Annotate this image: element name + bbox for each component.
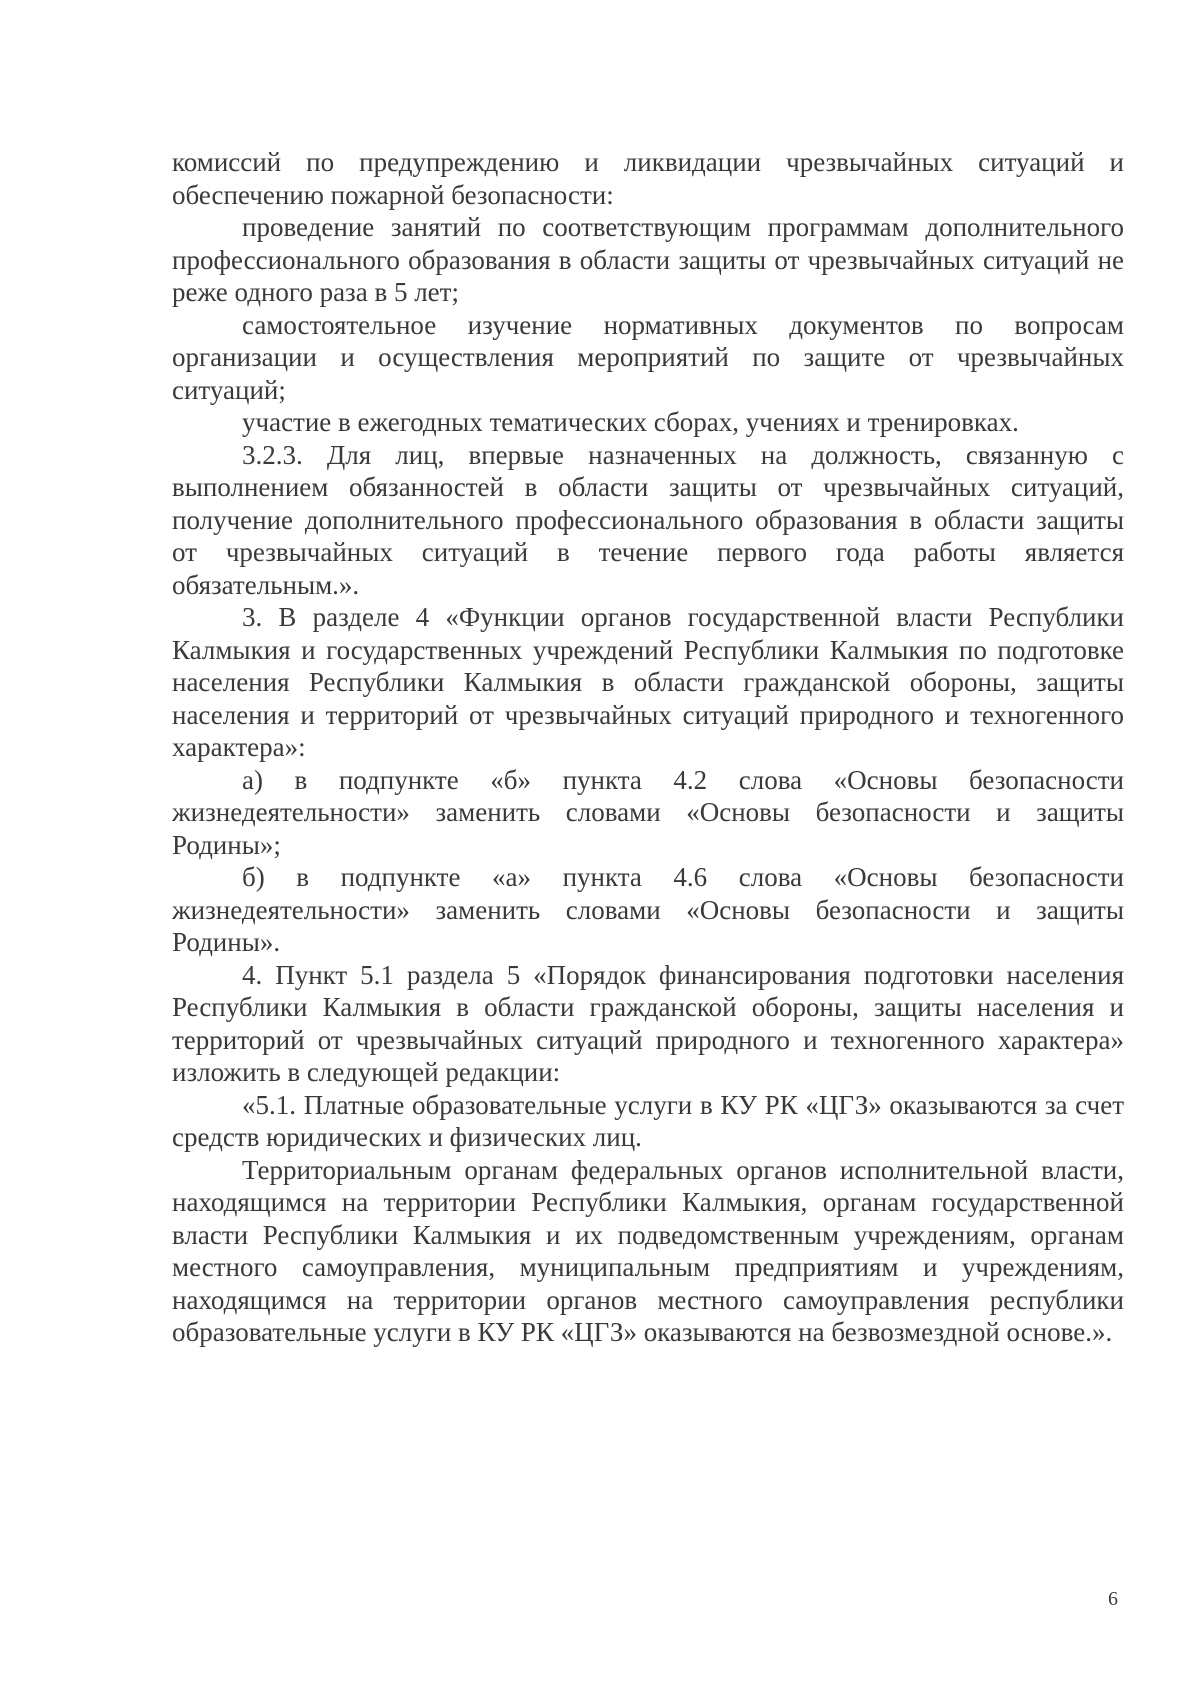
- paragraph-item-b: б) в подпункте «а» пункта 4.6 слова «Основы безопасности жизнедеятельности» заменить словами «Основы безопасности и защиты Родины».: [172, 862, 1124, 957]
- paragraph-free-services: Территориальным органам федеральных органов исполнительной власти, находящимся на территории Республики Калмыкия, органам государственной власти Республики Калмыкия и их подведомственным учреждениям, органам местного самоуправления, муниципальным предприятиям и учреждениям, находящимся на территории органов местного самоуправления республики образовательные услуги в КУ РК «ЦГЗ» оказываются на безвозмездной основе.».: [172, 1154, 1124, 1347]
- paragraph-section-5: 4. Пункт 5.1 раздела 5 «Порядок финансирования подготовки населения Республики Калмыкия в области гражданской обороны, защиты населения и территорий от чрезвычайных ситуаций природного и техногенного характера» изложить в следующей редакции:: [172, 959, 1124, 1087]
- paragraph-section-4: 3. В разделе 4 «Функции органов государственной власти Республики Калмыкия и государственных учреждений Республики Калмыкия по подготовке населения Республики Калмыкия в области гражданской обороны, защиты населения и территорий от чрезвычайных ситуаций природного и техногенного характера»:: [172, 602, 1124, 762]
- paragraph-commissions: комиссий по предупреждению и ликвидации чрезвычайных ситуаций и обеспечению пожарной безопасности:: [172, 147, 1124, 210]
- paragraph-item-a: а) в подпункте «б» пункта 4.2 слова «Основы безопасности жизнедеятельности» заменить словами «Основы безопасности и защиты Родины»;: [172, 764, 1124, 860]
- paragraph-5-1: «5.1. Платные образовательные услуги в КУ РК «ЦГЗ» оказываются за счет средств юридических и физических лиц.: [172, 1089, 1124, 1152]
- paragraph-3-2-3: 3.2.3. Для лиц, впервые назначенных на должность, связанную с выполнением обязанностей в области защиты от чрезвычайных ситуаций, получение дополнительного профессионального образования в области защиты от чрезвычайных ситуаций в течение первого года работы является обязательным.».: [172, 439, 1124, 600]
- paragraph-participation: участие в ежегодных тематических сборах, учениях и тренировках.: [242, 407, 1019, 437]
- page-number: 6: [1108, 1588, 1118, 1610]
- paragraph-classes: проведение занятий по соответствующим программам дополнительного профессионального образования в области защиты от чрезвычайных ситуаций не реже одного раза в 5 лет;: [172, 212, 1124, 307]
- document-body: [172, 146, 1124, 1349]
- paragraph-self-study: самостоятельное изучение нормативных документов по вопросам организации и осуществления мероприятий по защите от чрезвычайных ситуаций;: [172, 309, 1124, 405]
